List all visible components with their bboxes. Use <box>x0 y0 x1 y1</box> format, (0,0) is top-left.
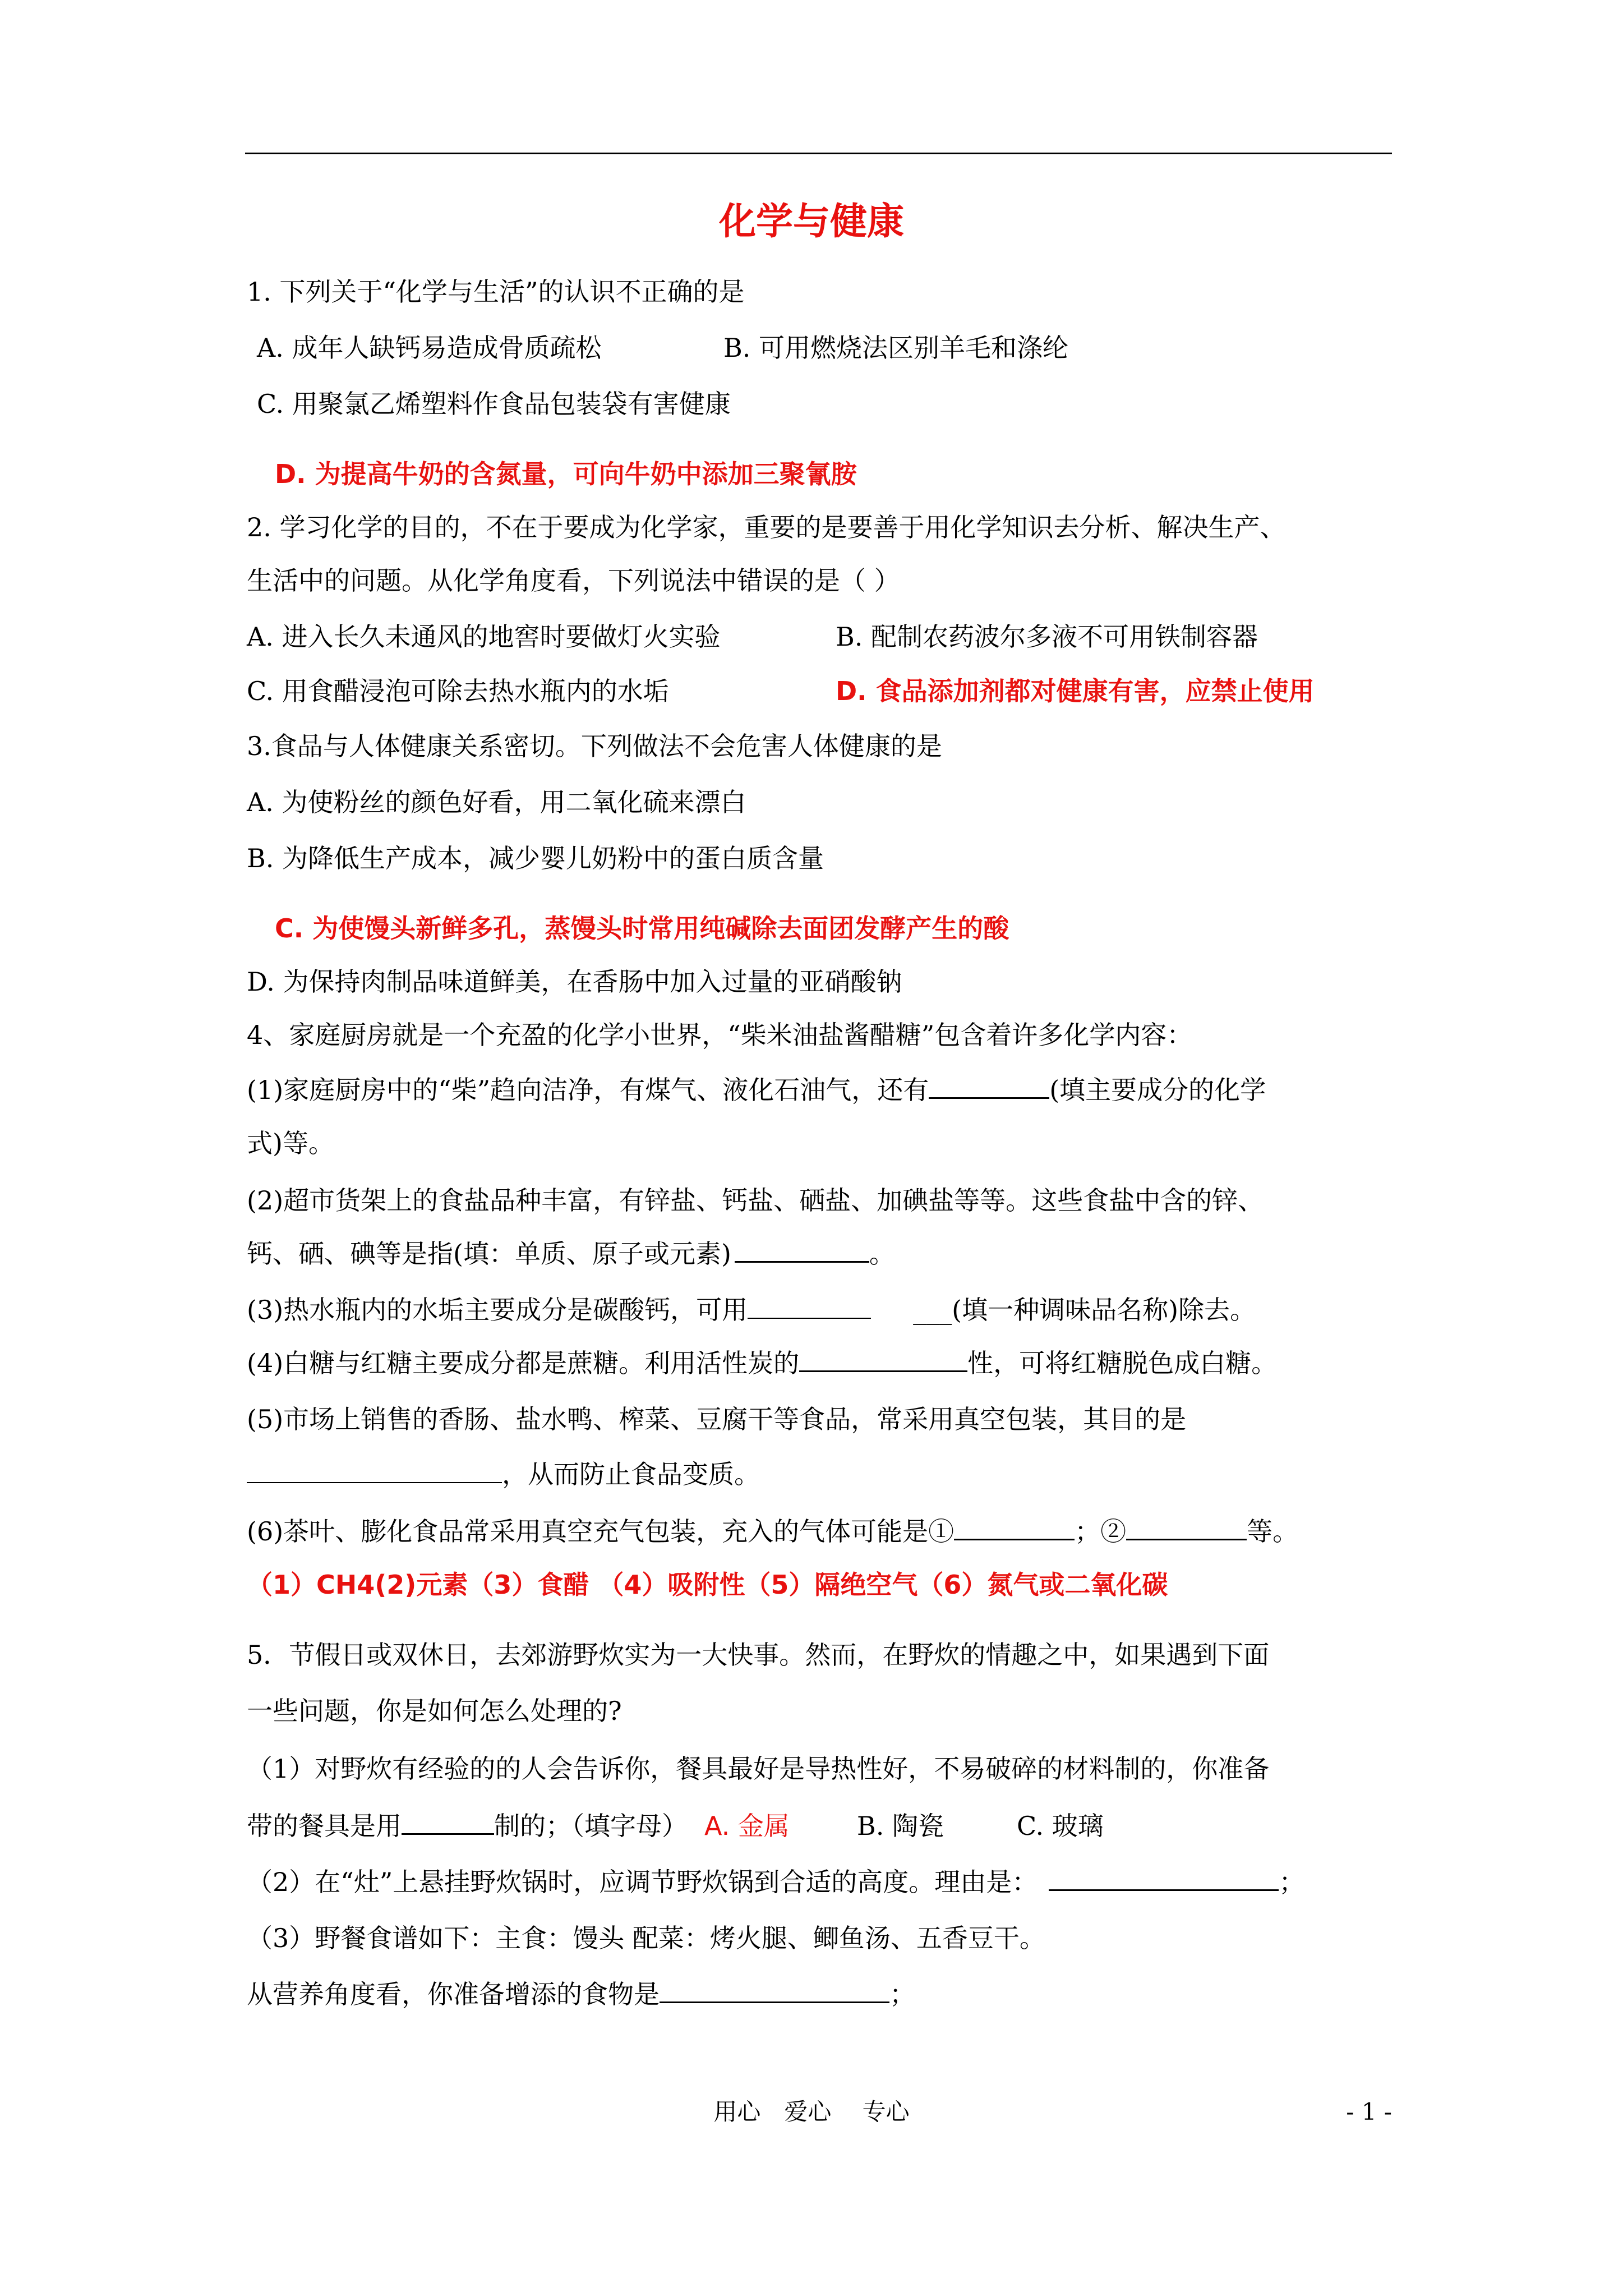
q1-stem: 1. 下列关于“化学与生活”的认识不正确的是 <box>247 277 745 307</box>
q2-option-a: A. 进入长久未通风的地窖时要做灯火实验 <box>247 622 721 652</box>
q5-part1-option-c: C. 玻璃 <box>1016 1811 1104 1841</box>
q5-stem-line2: 一些问题，你是如何怎么处理的? <box>247 1696 622 1726</box>
q4-part2-text: 钙、硒、碘等是指(填：单质、原子或元素) <box>247 1239 731 1269</box>
q1-option-a: A. 成年人缺钙易造成骨质疏松 <box>257 333 602 363</box>
q1-option-c: C. 用聚氯乙烯塑料作食品包装袋有害健康 <box>257 389 731 419</box>
page-footer: 用心 爱心 专心 <box>713 2098 910 2125</box>
q2-option-d-answer: D. 食品添加剂都对健康有害，应禁止使用 <box>836 676 1315 706</box>
q4-part5-text: ，从而防止食品变质。 <box>502 1459 760 1489</box>
q4-part6-text: (6)茶叶、膨化食品常采用真空充气包装，充入的气体可能是① <box>247 1516 955 1547</box>
q1-option-d-answer: D. 为提高牛奶的含氮量，可向牛奶中添加三聚氰胺 <box>275 459 857 489</box>
q4-part3 <box>247 1290 1256 1329</box>
q4-part4 <box>247 1343 1277 1383</box>
q4-part1 <box>247 1070 1266 1110</box>
q4-part4-text: (4)白糖与红糖主要成分都是蔗糖。利用活性炭的 <box>247 1348 800 1378</box>
q4-part1-text-2: (填主要成分的化学 <box>1049 1075 1266 1105</box>
q5-part3: （3）野餐食谱如下：主食：馒头 配菜：烤火腿、鲫鱼汤、五香豆干。 <box>247 1923 1045 1953</box>
q3-option-c-answer: C. 为使馒头新鲜多孔，蒸馒头时常用纯碱除去面团发酵产生的酸 <box>275 913 1009 944</box>
q5-part1-option-b: B. 陶瓷 <box>856 1811 944 1841</box>
q4-part4-blank[interactable] <box>799 1345 967 1372</box>
q5-part4-blank[interactable] <box>660 1976 889 2003</box>
q4-answers: （1）CH4(2)元素（3）食醋 （4）吸附性（5）隔绝空气（6）氮气或二氧化碳 <box>247 1570 1168 1600</box>
q5-part2-blank[interactable] <box>1049 1864 1279 1891</box>
q4-part6-blank-2[interactable] <box>1126 1513 1247 1540</box>
q4-part6-end: 等。 <box>1247 1516 1299 1547</box>
q2-option-c: C. 用食醋浸泡可除去热水瓶内的水垢 <box>247 676 669 706</box>
q4-part2-line1: (2)超市货架上的食盐品种丰富，有锌盐、钙盐、硒盐、加碘盐等等。这些食盐中含的锌、 <box>247 1185 1264 1216</box>
q4-part3-text: (3)热水瓶内的水垢主要成分是碳酸钙，可用 <box>247 1295 748 1325</box>
q5-part1-text-2: 制的；（填字母） <box>494 1811 688 1841</box>
q5-part4-end: ； <box>889 1979 915 2009</box>
q4-part6-sep: ；② <box>1075 1516 1127 1547</box>
q4-part3-blank[interactable] <box>748 1292 871 1319</box>
q4-stem: 4、家庭厨房就是一个充盈的化学小世界，“柴米油盐酱醋糖”包含着许多化学内容： <box>247 1020 1193 1050</box>
page-title: 化学与健康 <box>719 200 904 243</box>
q5-part1-line2 <box>247 1806 1104 1846</box>
page-number: - 1 - <box>1346 2098 1392 2125</box>
q5-part4 <box>247 1975 915 2014</box>
q5-part2-text: （2）在“灶”上悬挂野炊锅时，应调节野炊锅到合适的高度。理由是： <box>247 1867 1038 1897</box>
q2-option-b: B. 配制农药波尔多液不可用铁制容器 <box>836 622 1258 652</box>
q4-part5-blank[interactable] <box>247 1456 502 1483</box>
q5-part2-end: ； <box>1279 1867 1305 1897</box>
q5-part4-text: 从营养角度看，你准备增添的食物是 <box>247 1979 660 2009</box>
q5-part1-answer: A. 金属 <box>704 1811 790 1841</box>
q3-option-d: D. 为保持肉制品味道鲜美，在香肠中加入过量的亚硝酸钠 <box>247 967 902 997</box>
q4-part5-line1: (5)市场上销售的香肠、盐水鸭、榨菜、豆腐干等食品，常采用真空包装，其目的是 <box>247 1404 1187 1434</box>
q4-part5-line2 <box>247 1455 760 1494</box>
q5-part1-blank[interactable] <box>402 1807 494 1835</box>
q4-part3-text-2: ___(填一种调味品名称)除去。 <box>913 1295 1256 1325</box>
q2-stem-line2: 生活中的问题。从化学角度看，下列说法中错误的是（ ） <box>247 565 900 596</box>
q4-part2-line2 <box>247 1234 895 1273</box>
q2-stem-line1: 2. 学习化学的目的，不在于要成为化学家，重要的是要善于用化学知识去分析、解决生产、 <box>247 512 1286 542</box>
q4-part2-blank[interactable] <box>735 1235 869 1263</box>
q4-part2-end: 。 <box>869 1239 895 1269</box>
q4-part6 <box>247 1512 1298 1551</box>
header-rule <box>245 153 1392 154</box>
q4-part6-blank-1[interactable] <box>954 1513 1075 1540</box>
q3-stem: 3.食品与人体健康关系密切。下列做法不会危害人体健康的是 <box>247 731 942 761</box>
q4-part1-text: (1)家庭厨房中的“柴”趋向洁净，有煤气、液化石油气，还有 <box>247 1075 929 1105</box>
q5-stem-line1: 5．节假日或双休日，去郊游野炊实为一大快事。然而，在野炊的情趣之中，如果遇到下面 <box>247 1640 1270 1670</box>
q5-part1-text: 带的餐具是用 <box>247 1811 402 1841</box>
q4-part1-blank[interactable] <box>929 1071 1049 1099</box>
q4-part4-text-2: 性，可将红糖脱色成白糖。 <box>967 1348 1278 1378</box>
q3-option-b: B. 为降低生产成本，减少婴儿奶粉中的蛋白质含量 <box>247 843 824 873</box>
q1-option-b: B. 可用燃烧法区别羊毛和涤纶 <box>723 333 1069 363</box>
q5-part2 <box>247 1862 1304 1902</box>
q5-part1-line1: （1）对野炊有经验的的人会告诉你，餐具最好是导热性好，不易破碎的材料制的，你准备 <box>247 1754 1270 1784</box>
q4-part1-cont: 式)等。 <box>247 1128 334 1158</box>
q3-option-a: A. 为使粉丝的颜色好看，用二氧化硫来漂白 <box>247 787 746 817</box>
